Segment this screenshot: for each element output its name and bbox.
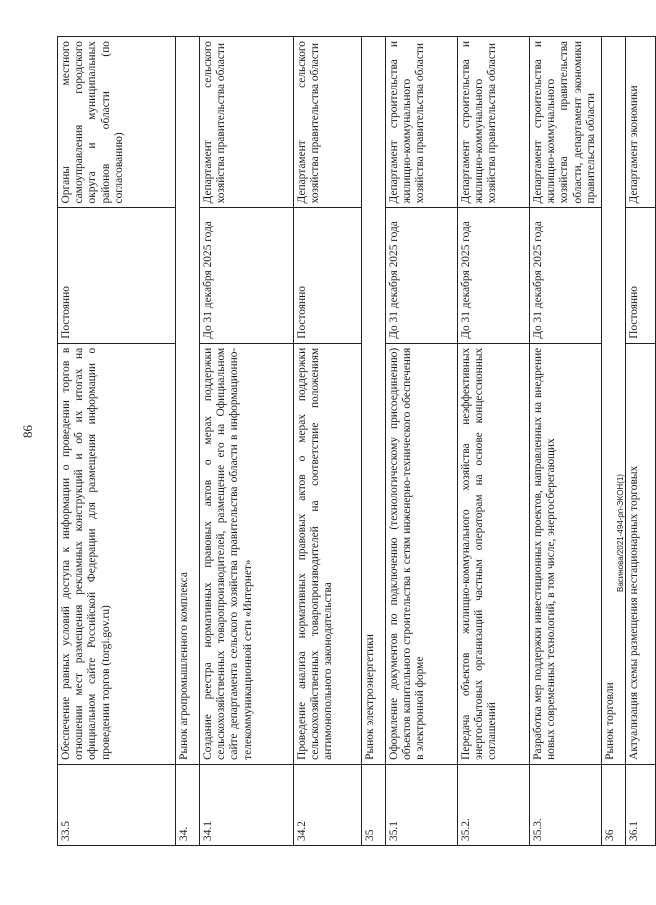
row-number-cell: 33.5 <box>58 764 176 845</box>
table-row <box>386 37 458 846</box>
section-title-cell: Рынок агропромышленного комплекса <box>176 37 200 765</box>
deadline-cell: Постоянно <box>294 208 362 343</box>
measure-cell: Оформление документов по подключению (технологическому присоединению) объектов капитального строительства к сетям инженерно-технического обеспечения в электронной форме <box>386 343 458 764</box>
row-number-cell: 35.2. <box>458 764 530 845</box>
deadline-cell: Постоянно <box>626 208 656 343</box>
executor-cell: Департамент сельского хозяйства правительства области <box>200 37 294 208</box>
row-number-cell: 35.3. <box>530 764 602 845</box>
row-number-cell: 35.1 <box>386 764 458 845</box>
deadline-cell: До 31 декабря 2025 года <box>386 208 458 343</box>
row-number-cell: 36 <box>602 764 626 845</box>
row-number-cell: 35 <box>362 764 386 845</box>
table-row <box>626 37 656 846</box>
measure-cell: Передача объектов жилищно-коммунального хозяйства неэффективных энергосбытовых организаций частным операторам на основе концессионных соглашений <box>458 343 530 764</box>
row-number-cell: 34.1 <box>200 764 294 845</box>
section-row <box>602 37 626 846</box>
measure-cell: Проведение анализа нормативных правовых актов о мерах поддержки сельскохозяйственных товаропроизводителей на соответствие положениям антимонопольного законодательства <box>294 343 362 764</box>
executor-cell: Департамент строительства и жилищно-коммунального хозяйства правительства области <box>458 37 530 208</box>
table-row <box>294 37 362 846</box>
deadline-cell: До 31 декабря 2025 года <box>530 208 602 343</box>
executor-cell: Департамент сельского хозяйства правительства области <box>294 37 362 208</box>
page-number: 86 <box>20 425 35 438</box>
deadline-cell: До 31 декабря 2025 года <box>200 208 294 343</box>
document-code: Васинова/2021-494-рп-ЭКОН(1) <box>616 474 625 592</box>
measure-cell: Разработка мер поддержки инвестиционных проектов, направленных на внедрение новых современных технологий, в том числе, энергосберегающих <box>530 343 602 764</box>
deadline-cell: Постоянно <box>58 208 176 343</box>
activities-table <box>57 36 656 846</box>
deadline-cell: До 31 декабря 2025 года <box>458 208 530 343</box>
executor-cell: Департамент строительства и жилищно-коммунального хозяйства правительства области, департамент экономики правительства области <box>530 37 602 208</box>
section-title-cell: Рынок торговли <box>602 37 626 765</box>
row-number-cell: 34.2 <box>294 764 362 845</box>
table-row <box>58 37 176 846</box>
row-number-cell: 36.1 <box>626 764 656 845</box>
table-row <box>458 37 530 846</box>
executor-cell: Департамент строительства и жилищно-коммунального хозяйства правительства области <box>386 37 458 208</box>
row-number-cell: 34. <box>176 764 200 845</box>
section-title-cell: Рынок электроэнергетики <box>362 37 386 765</box>
measure-cell: Обеспечение равных условий доступа к информации о проведении торгов в отношении мест размещения рекламных конструкций и об их итогах на официальном сайте Российской Федерации для размещения информации о проведении торгов (torgi.gov.ru) <box>58 343 176 764</box>
table-row <box>200 37 294 846</box>
executor-cell: Департамент экономики <box>626 37 656 208</box>
measure-cell: Создание реестра нормативных правовых актов о мерах поддержки сельскохозяйственных товаропроизводителей, размещение его на Официальном сайте департамента сельского хозяйства правительства области в информационно-телекоммуникационной сети «Интернет» <box>200 343 294 764</box>
section-row <box>362 37 386 846</box>
table-row <box>530 37 602 846</box>
executor-cell: Органы местного самоуправления городского округа и муниципальных районов области (по согласованию) <box>58 37 176 208</box>
measure-cell: Актуализация схемы размещения нестационарных торговых <box>626 343 656 764</box>
section-row <box>176 37 200 846</box>
